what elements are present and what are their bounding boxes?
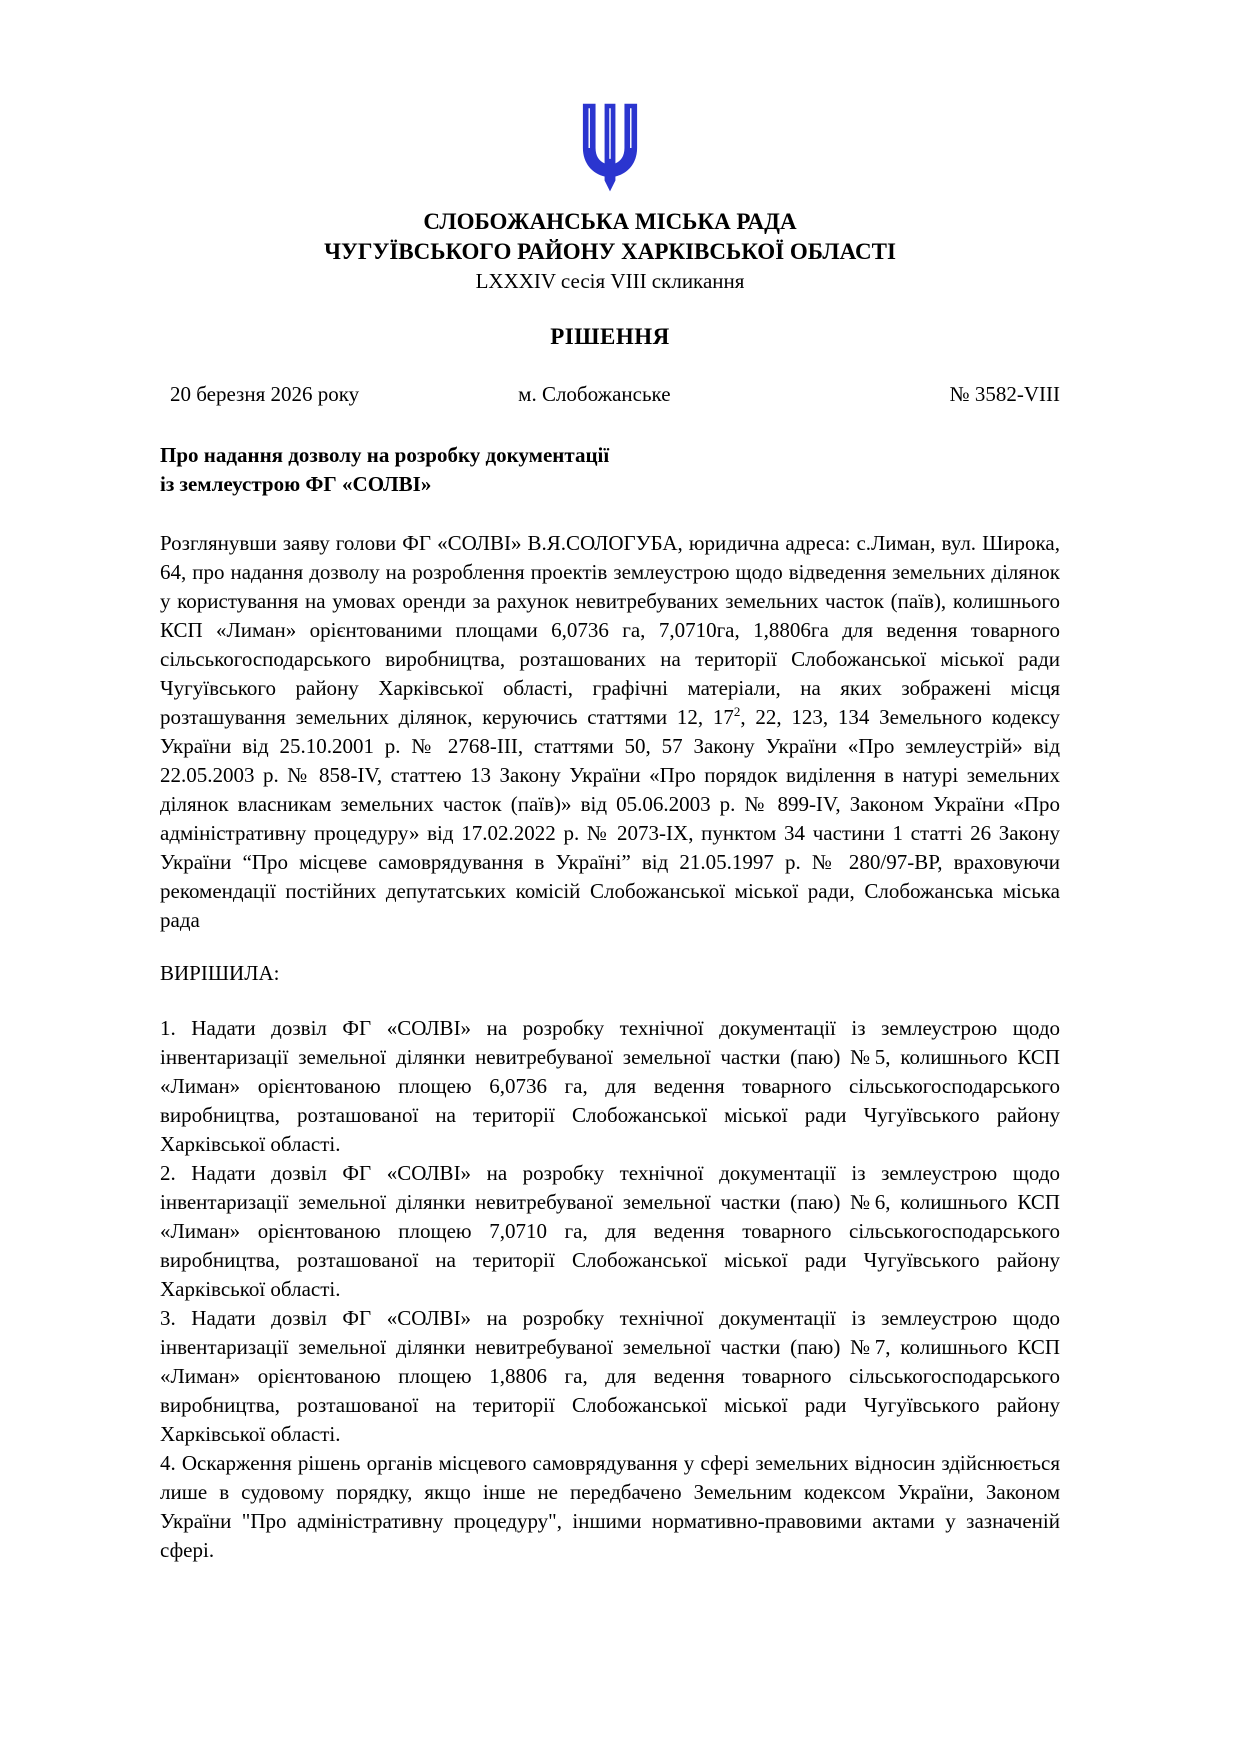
preamble-text-before-sup: Розглянувши заяву голови ФГ «СОЛВІ» В.Я.СОЛОГУБА, юридична адреса: с.Лиман, вул. Широка, 64, про надання дозволу на розроблення проектів землеустрою щодо відведення земельних ділянок у користування на умовах оренди за рахунок невитребуваних земельних часток (паїв), колишнього КСП «Лиман» орієнтованими площами 6,0736 га, 7,0710га, 1,8806га для ведення товарного сільськогосподарського виробництва, розташованих на території Слобожанської міської ради Чугуївського району Харківської області, графічні матеріали, на яких зображені місця розташування земельних ділянок, керуючись статтями 12, 17	[160, 531, 1060, 729]
doc-subject-line2: із землеустрою ФГ «СОЛВІ»	[160, 472, 432, 496]
ukraine-trident-emblem	[160, 102, 1060, 199]
resolution-item-2: 2. Надати дозвіл ФГ «СОЛВІ» на розробку технічної документації із землеустрою щодо інвентаризації земельної ділянки невитребуваної земельної частки (паю) №6, колишнього КСП «Лиман» орієнтованою площею 7,0710 га, для ведення товарного сільськогосподарського виробництва, розташованої на території Слобожанської міської ради Чугуївського району Харківської області.	[160, 1161, 1060, 1301]
trident-emblem-icon	[582, 102, 638, 194]
council-region: ЧУГУЇВСЬКОГО РАЙОНУ ХАРКІВСЬКОЇ ОБЛАСТІ	[324, 239, 896, 264]
doc-date: 20 березня 2026 року	[170, 382, 360, 406]
session-line: LXXXIV сесія VIII скликання	[475, 269, 745, 293]
doc-subject-line1: Про надання дозволу на розробку документації	[160, 443, 610, 467]
preamble-superscript: 2	[733, 704, 741, 719]
resolution-word: ВИРІШИЛА:	[160, 961, 280, 985]
doc-subject	[160, 441, 1060, 499]
resolution-item-1: 1. Надати дозвіл ФГ «СОЛВІ» на розробку технічної документації із землеустрою щодо інвентаризації земельної ділянки невитребуваної земельної частки (паю) №5, колишнього КСП «Лиман» орієнтованою площею 6,0736 га, для ведення товарного сільськогосподарського виробництва, розташованої на території Слобожанської міської ради Чугуївського району Харківської області.	[160, 1016, 1060, 1156]
resolution-item-4: 4. Оскарження рішень органів місцевого самоврядування у сфері земельних відносин здійснюється лише в судовому порядку, якщо інше не передбачено Земельним кодексом України, Законом України "Про адміністративну процедуру", іншими нормативно-правовими актами у зазначеній сфері.	[160, 1451, 1060, 1562]
preamble-paragraph	[160, 529, 1060, 935]
doc-number: № 3582-VIII	[949, 382, 1060, 406]
resolution-items	[160, 1014, 1060, 1565]
resolution-item-3: 3. Надати дозвіл ФГ «СОЛВІ» на розробку технічної документації із землеустрою щодо інвентаризації земельної ділянки невитребуваної земельної частки (паю) №7, колишнього КСП «Лиман» орієнтованою площею 1,8806 га, для ведення товарного сільськогосподарського виробництва, розташованої на території Слобожанської міської ради Чугуївського району Харківської області.	[160, 1306, 1060, 1446]
doc-type-title: РІШЕННЯ	[550, 324, 670, 349]
council-name: СЛОБОЖАНСЬКА МІСЬКА РАДА	[423, 209, 797, 234]
doc-place: м. Слобожанське	[518, 382, 671, 406]
preamble-text-after-sup: , 22, 123, 134 Земельного кодексу України від 25.10.2001 р. № 2768-III, статтями 50, 57 Закону України «Про землеустрій» від 22.05.2003 р. № 858-IV, статтею 13 Закону України «Про порядок виділення в натурі земельних ділянок власникам земельних часток (паїв)» від 05.06.2003 р. № 899-IV, Законом України «Про адміністративну процедуру» від 17.02.2022 р. № 2073-IX, пунктом 34 частини 1 статті 26 Закону України “Про місцеве самоврядування в Україні” від 21.05.1997 р. № 280/97-ВР, враховуючи рекомендації постійних депутатських комісій Слобожанської міської ради, Слобожанська міська рада	[160, 705, 1060, 932]
doc-meta-row	[160, 382, 1060, 407]
